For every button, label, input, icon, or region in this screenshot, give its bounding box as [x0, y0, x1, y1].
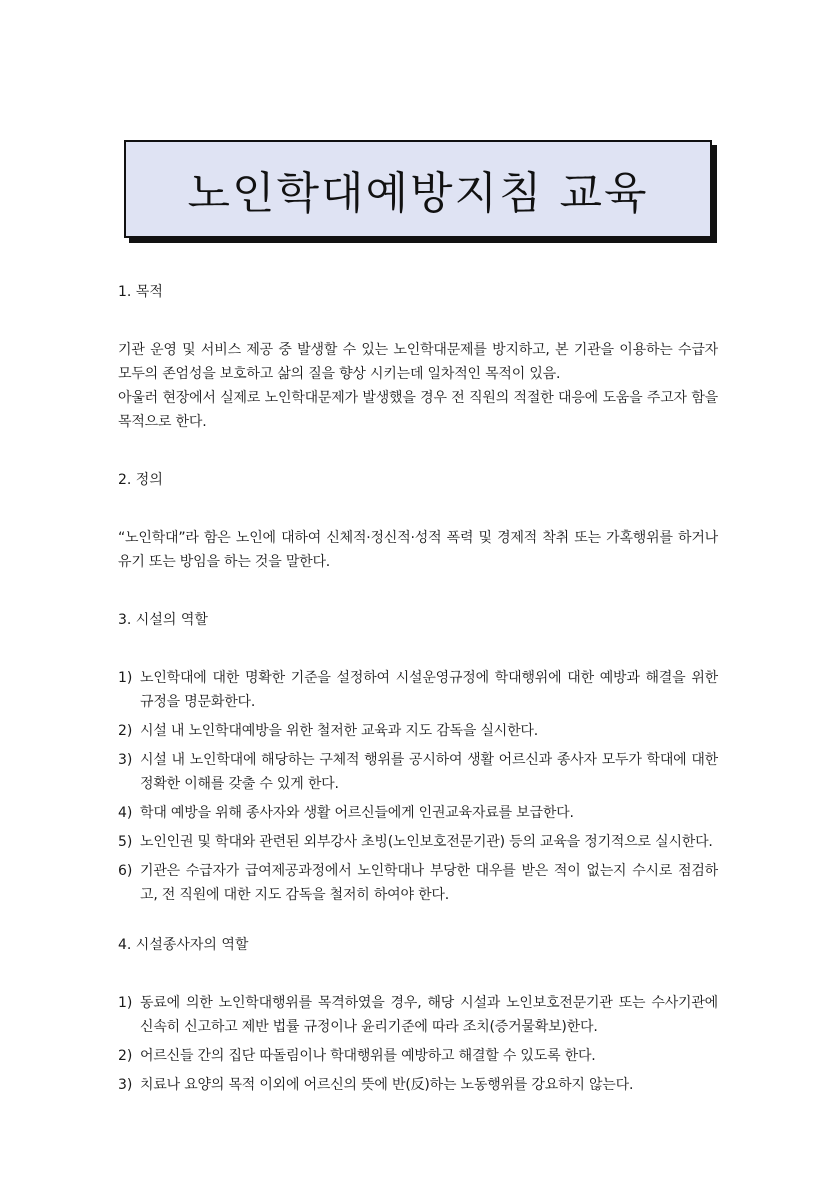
section-heading-definition: 2. 정의 — [118, 472, 163, 488]
list-text: 어르신들 간의 집단 따돌림이나 학대행위를 예방하고 해결할 수 있도록 한다. — [140, 1048, 596, 1064]
paragraph: 아울러 현장에서 실제로 노인학대문제가 발생했을 경우 전 직원의 적절한 대응에 도움을 주고자 함을 목적으로 한다. — [118, 390, 718, 430]
list-number: 6) — [118, 863, 133, 879]
list-text: 시설 내 노인학대에 해당하는 구체적 행위를 공시하여 생활 어르신과 종사자 모두가 학대에 대한 정확한 이해를 갖출 수 있게 한다. — [140, 752, 718, 792]
list-number: 3) — [118, 752, 133, 768]
list-item — [118, 1073, 718, 1097]
list-item — [118, 719, 718, 743]
page-title: 노인학대예방지침 교육 — [187, 168, 649, 219]
list-item — [118, 801, 718, 825]
list-item — [118, 991, 718, 1039]
list-text: 노인인권 및 학대와 관련된 외부강사 초빙(노인보호전문기관) 등의 교육을 정기적으로 실시한다. — [140, 834, 713, 850]
section-heading-facility-role: 3. 시설의 역할 — [118, 612, 208, 628]
list-text: 치료나 요양의 목적 이외에 어르신의 뜻에 반(反)하는 노동행위를 강요하지 않는다. — [140, 1077, 634, 1093]
list-number: 2) — [118, 723, 133, 739]
list-number: 3) — [118, 1077, 133, 1093]
list-text: 동료에 의한 노인학대행위를 목격하였을 경우, 해당 시설과 노인보호전문기관 또는 수사기관에 신속히 신고하고 제반 법률 규정이나 윤리기준에 따라 조치(증거물확보)한다. — [140, 995, 718, 1035]
section-heading-purpose: 1. 목적 — [118, 284, 163, 300]
list-item — [118, 830, 718, 854]
list-number: 4) — [118, 805, 133, 821]
paragraph: 기관 운영 및 서비스 제공 중 발생할 수 있는 노인학대문제를 방지하고, 본 기관을 이용하는 수급자 모두의 존엄성을 보호하고 삶의 질을 향상 시키는데 일차적인 목적이 있음. — [118, 342, 718, 382]
list-number: 2) — [118, 1048, 133, 1064]
list-item — [118, 666, 718, 714]
list-text: 기관은 수급자가 급여제공과정에서 노인학대나 부당한 대우를 받은 적이 없는지 수시로 점검하고, 전 직원에 대한 지도 감독을 철저히 하여야 한다. — [140, 863, 718, 903]
document-body — [118, 280, 718, 1102]
list-number: 5) — [118, 834, 133, 850]
list-text: 학대 예방을 위해 종사자와 생활 어르신들에게 인권교육자료를 보급한다. — [140, 805, 574, 821]
list-text: 시설 내 노인학대예방을 위한 철저한 교육과 지도 감독을 실시한다. — [140, 723, 538, 739]
list-item — [118, 748, 718, 796]
section-heading-staff-role: 4. 시설종사자의 역할 — [118, 937, 249, 953]
list-number: 1) — [118, 670, 133, 686]
title-box — [124, 140, 712, 238]
list-item — [118, 859, 718, 907]
list-text: 노인학대에 대한 명확한 기준을 설정하여 시설운영규정에 학대행위에 대한 예방과 해결을 위한 규정을 명문화한다. — [140, 670, 718, 710]
facility-role-list — [118, 666, 718, 907]
list-number: 1) — [118, 995, 133, 1011]
list-item — [118, 1044, 718, 1068]
paragraph: “노인학대”라 함은 노인에 대하여 신체적·정신적·성적 폭력 및 경제적 착취 또는 가혹행위를 하거나 유기 또는 방임을 하는 것을 말한다. — [118, 530, 718, 570]
staff-role-list — [118, 991, 718, 1097]
